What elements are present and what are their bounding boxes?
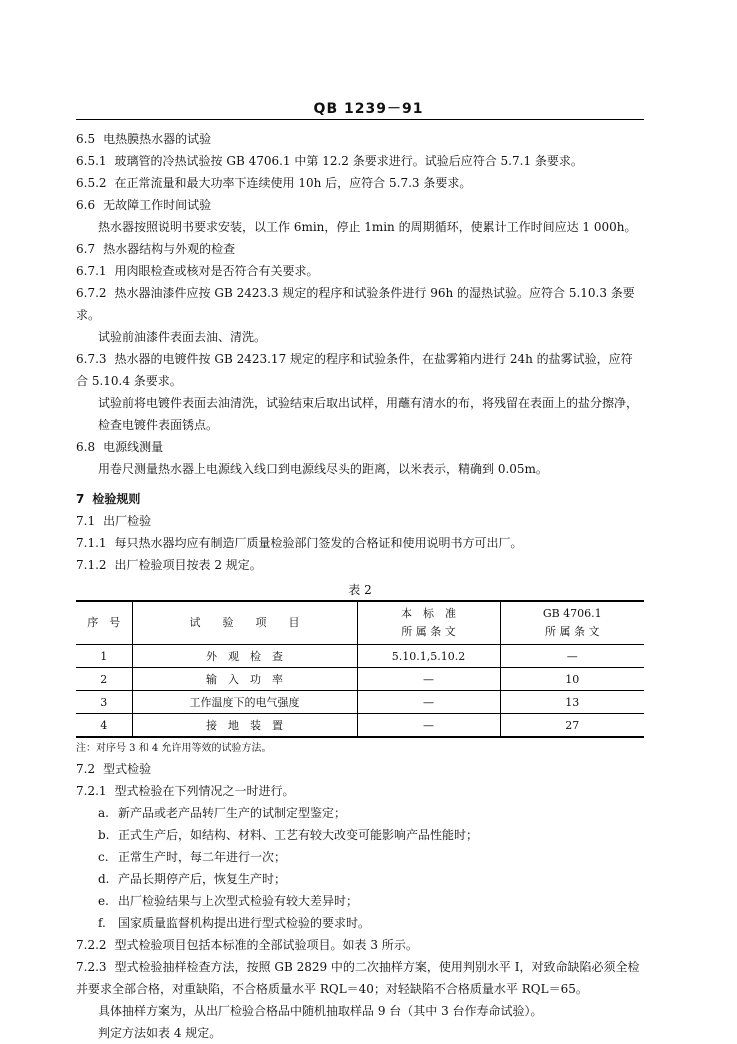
clause-text: 热水器结构与外观的检查 (103, 242, 236, 256)
list-item (98, 868, 644, 890)
clause-number: 6.7.3 (76, 352, 107, 366)
clause-text: 用肉眼检查或核对是否符合有关要求。 (114, 264, 319, 278)
cell-seq: 2 (76, 668, 132, 691)
cell-gb: — (500, 645, 644, 668)
clause-7-1-1 (76, 532, 644, 554)
clause-number: 6.8 (76, 440, 96, 454)
clause-text: 型式检验在下列情况之一时进行。 (114, 784, 295, 798)
table-2 (76, 600, 644, 738)
list-text: 新产品或老产品转厂生产的试制定型鉴定； (118, 806, 347, 820)
header-rule (76, 119, 644, 120)
table-header-row (76, 601, 644, 645)
cell-item: 接 地 装 置 (132, 714, 357, 738)
table-row (76, 691, 644, 714)
cell-gb: 10 (500, 668, 644, 691)
clause-number: 7.2 (76, 762, 96, 776)
list-marker: c. (98, 850, 109, 864)
list-marker: b. (98, 828, 110, 842)
cell-seq: 1 (76, 645, 132, 668)
clause-number: 6.7 (76, 242, 96, 256)
clause-text: 热水器油漆件应按 GB 2423.3 规定的程序和试验条件进行 96h 的湿热试验。应符合 5.10.3 条要求。 (76, 286, 635, 322)
table-row (76, 714, 644, 738)
table-row (76, 645, 644, 668)
list-text: 国家质量监督机构提出进行型式检验的要求时。 (118, 916, 371, 930)
col-header-gb-line2: 所 属 条 文 (545, 625, 600, 638)
clause-number: 6.5.1 (76, 154, 107, 168)
section-7-2-title (76, 758, 644, 780)
list-text: 出厂检验结果与上次型式检验有较大差异时； (118, 894, 359, 908)
spacer (76, 480, 644, 488)
clause-number: 6.6 (76, 198, 96, 212)
table-row (76, 668, 644, 691)
col-header-seq: 序 号 (76, 601, 132, 645)
clause-number: 7.2.2 (76, 938, 107, 952)
cell-item: 工作温度下的电气强度 (132, 691, 357, 714)
clause-number: 7 (76, 492, 85, 506)
clause-number: 6.7.2 (76, 286, 107, 300)
section-6-8-body: 用卷尺测量热水器上电源线入线口到电源线尽头的距离，以米表示，精确到 0.05m。 (98, 462, 548, 476)
clause-text: 型式检验 (103, 762, 152, 776)
clause-7-2-3-judgement: 判定方法如表 4 规定。 (98, 1026, 222, 1040)
section-6-6-body: 热水器按照说明书要求安装，以工作 6min，停止 1min 的周期循环，使累计工作时间应达 1 000h。 (98, 220, 637, 234)
clause-number: 6.5.2 (76, 176, 107, 190)
cell-seq: 4 (76, 714, 132, 738)
section-7-1-title (76, 510, 644, 532)
clause-text: 出厂检验项目按表 2 规定。 (114, 558, 262, 572)
cell-item: 外 观 检 查 (132, 645, 357, 668)
clause-text: 玻璃管的冷热试验按 GB 4706.1 中第 12.2 条要求进行。试验后应符合 5.7.1 条要求。 (114, 154, 583, 168)
cell-gb: 13 (500, 691, 644, 714)
cell-standard: — (357, 714, 500, 738)
clause-text: 无故障工作时间试验 (103, 198, 212, 212)
section-6-5-title (76, 128, 644, 150)
clause-6-7-1 (76, 260, 644, 282)
list-item (98, 912, 644, 934)
clause-7-2-2 (76, 934, 644, 956)
list-marker: f. (98, 916, 106, 930)
cell-standard: 5.10.1,5.10.2 (357, 645, 500, 668)
table-note: 注：对序号 3 和 4 允许用等效的试验方法。 (76, 743, 272, 754)
list-marker: a. (98, 806, 109, 820)
standard-code: QB 1239－91 (313, 101, 424, 117)
list-text: 产品长期停产后，恢复生产时； (118, 872, 287, 886)
cell-standard: — (357, 691, 500, 714)
cell-item: 输 入 功 率 (132, 668, 357, 691)
document-body (76, 128, 644, 1044)
condition-list (76, 802, 644, 934)
table-caption: 表 2 (348, 583, 372, 597)
clause-text: 型式检验抽样检查方法，按照 GB 2829 中的二次抽样方案，使用判别水平 I，对致命缺陷必须全检并要求全部合格，对重缺陷，不合格质量水平 RQL＝40；对轻缺陷不合格质量水平 RQL＝65。 (76, 960, 640, 996)
col-header-item: 试 验 项 目 (132, 601, 357, 645)
clause-7-2-3-sampling: 具体抽样方案为，从出厂检验合格品中随机抽取样品 9 台（其中 3 台作寿命试验）。 (98, 1004, 543, 1018)
list-marker: d. (98, 872, 110, 886)
clause-6-7-3-note: 试验前将电镀件表面去油清洗，试验结束后取出试样，用蘸有清水的布，将残留在表面上的盐分擦净，检查电镀件表面锈点。 (98, 396, 639, 432)
clause-7-2-3 (76, 956, 644, 1000)
list-item (98, 846, 644, 868)
cell-standard: — (357, 668, 500, 691)
list-item (98, 890, 644, 912)
clause-text: 电热膜热水器的试验 (103, 132, 212, 146)
clause-6-5-2 (76, 172, 644, 194)
clause-text: 出厂检验 (103, 514, 152, 528)
list-item (98, 802, 644, 824)
section-6-6-title (76, 194, 644, 216)
clause-6-7-2 (76, 282, 644, 326)
section-7-title (76, 488, 644, 510)
clause-text: 在正常流量和最大功率下连续使用 10h 后，应符合 5.7.3 条要求。 (114, 176, 472, 190)
clause-number: 6.5 (76, 132, 96, 146)
list-text: 正常生产时，每二年进行一次； (118, 850, 287, 864)
cell-seq: 3 (76, 691, 132, 714)
clause-text: 热水器的电镀件按 GB 2423.17 规定的程序和试验条件，在盐雾箱内进行 24h 的盐雾试验，应符合 5.10.4 条要求。 (76, 352, 633, 388)
col-header-standard-line2: 所 属 条 文 (401, 625, 456, 638)
clause-text: 每只热水器均应有制造厂质量检验部门签发的合格证和使用说明书方可出厂。 (114, 536, 523, 550)
list-marker: e. (98, 894, 109, 908)
section-6-7-title (76, 238, 644, 260)
clause-number: 6.7.1 (76, 264, 107, 278)
clause-text: 电源线测量 (103, 440, 164, 454)
col-header-gb (500, 601, 644, 645)
list-item (98, 824, 644, 846)
clause-number: 7.1.2 (76, 558, 107, 572)
cell-gb: 27 (500, 714, 644, 738)
clause-text: 型式检验项目包括本标准的全部试验项目。如表 3 所示。 (114, 938, 418, 952)
section-6-8-title (76, 436, 644, 458)
clause-number: 7.1.1 (76, 536, 107, 550)
clause-number: 7.2.3 (76, 960, 107, 974)
col-header-gb-line1: GB 4706.1 (542, 607, 602, 620)
clause-6-5-1 (76, 150, 644, 172)
clause-text: 检验规则 (92, 492, 141, 506)
clause-6-7-3 (76, 348, 644, 392)
col-header-standard-line1: 本 标 准 (401, 607, 456, 620)
clause-number: 7.2.1 (76, 784, 107, 798)
clause-7-1-2 (76, 554, 644, 576)
clause-6-7-2-note: 试验前油漆件表面去油、清洗。 (98, 330, 267, 344)
clause-number: 7.1 (76, 514, 96, 528)
col-header-standard (357, 601, 500, 645)
list-text: 正式生产后，如结构、材料、工艺有较大改变可能影响产品性能时； (118, 828, 479, 842)
clause-7-2-1 (76, 780, 644, 802)
